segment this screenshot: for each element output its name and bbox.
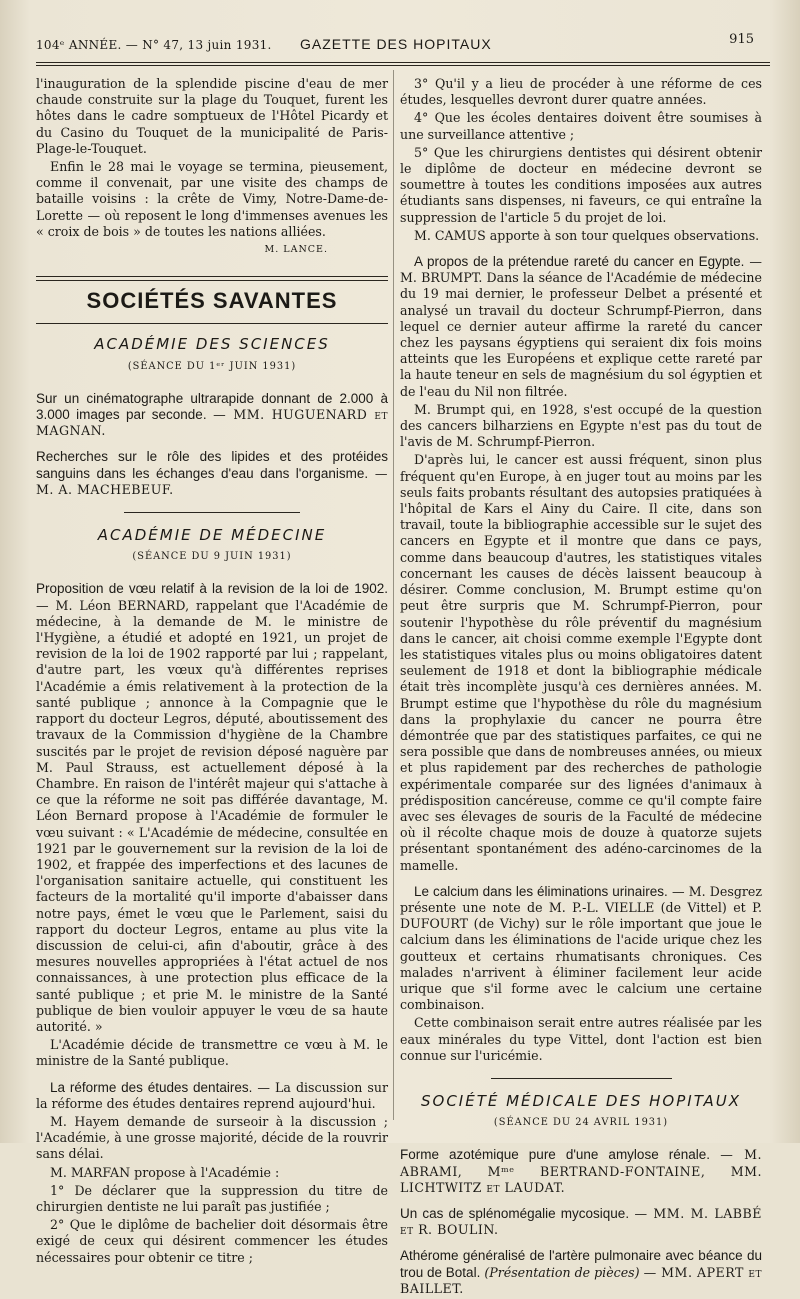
separator-rule — [124, 512, 300, 513]
paragraph: 3° Qu'il y a lieu de procéder à une réforme de ces études, lesquelles devront durer quatre années. — [400, 76, 762, 108]
seance-date: (SÉANCE DU 9 JUIN 1931) — [132, 551, 292, 563]
right-column — [400, 76, 762, 1299]
seance-date: (SÉANCE DU 24 AVRIL 1931) — [493, 1117, 669, 1129]
item-title: Proposition de vœu relatif à la revision de la loi de 1902. — [36, 581, 388, 597]
item-title: La réforme des études dentaires. — [50, 1079, 253, 1095]
left-column — [36, 76, 388, 1268]
item-title: Le calcium dans les éliminations urinaires. — [414, 883, 668, 899]
section-title: SOCIÉTÉS SAVANTES — [86, 288, 338, 314]
paragraph: D'après lui, le cancer est aussi fréquent, sinon plus fréquent qu'en Europe, à en juger tout au moins par les seuls faits probants résultant des autopsies pratiquées à l'hôpital de Kars el Ainy du Caire. Il cite, dans son travail, toute la bibliographie accessible sur le sujet des cancers en Egypte et il montre que dans ce pays, comme dans beaucoup d'autres, les statistiques vitales concernant les causes de décès laissent beaucoup à désirer. Comme conclusion, M. Brumpt estime qu'on peut être surpris que M. Schrumpf-Pierron, pour soutenir l'hypothèse du rôle préventif du magnésium dans le cancer, ait choisi comme exemple l'Egypte dont les statistiques vitales plus ou moins obligatoires datent seulement de 1918 et dont la bibliographie médicale était très incomplète jusqu'à ces dernières années. M. Brumpt estime que l'hypothèse du rôle du magnésium dans la prophylaxie du cancer ne pourra être démontrée que par des statistiques parfaites, ce qui ne sera possible que dans de nombreuses années, ou mieux et plus rapidement par des recherches de pathologie expérimentale comparée sur des lignées d'animaux à prédisposition cancéreuse, comme ce qu'il compte faire avec ses élevages de souris de la Faculté de médecine où il récolte chaque mois de douze à quatorze sujets présentant spontanément des adéno-carcinomes de la mamelle. — [400, 452, 762, 873]
paragraph: L'Académie décide de transmettre ce vœu à M. le ministre de la Santé publique. — [36, 1037, 388, 1069]
newspaper-title: GAZETTE DES HOPITAUX — [300, 36, 492, 52]
academie-medecine-heading: ACADÉMIE DE MÉDECINE — [97, 526, 327, 545]
academie-sciences-heading: ACADÉMIE DES SCIENCES — [94, 335, 330, 354]
intro-paragraph: l'inauguration de la splendide piscine d'eau de mer chaude construite sur la plage du Touquet, furent les hôtes dans le cadre somptueux de l'Hôtel Picardy et du Casino du Touquet de la municipalité de Paris-Plage-le-Touquet. — [36, 76, 388, 156]
article-signature: M. LANCE. — [264, 244, 328, 256]
seance-date: (SÉANCE DU 1ᵉʳ JUIN 1931) — [127, 360, 297, 372]
issue-line: 104ᵉ ANNÉE. — N° 47, 13 juin 1931. — [36, 38, 272, 52]
page-header — [36, 32, 770, 58]
item-title: Un cas de splénomégalie mycosique. — [400, 1206, 630, 1221]
societe-medicale-heading: SOCIÉTÉ MÉDICALE DES HOPITAUX — [420, 1091, 742, 1110]
section-rule — [36, 276, 388, 281]
item-title: Athérome généralisé de l'artère pulmonaire avec béance du trou de Botal. — [400, 1248, 762, 1280]
section-rule-bottom — [36, 323, 388, 324]
paragraph: 5° Que les chirurgiens dentistes qui désirent obtenir le diplôme de docteur en médecine devront se soumettre à toutes les conditions imposées aux autres étudiants sans dispenses, ni faveurs, ce qui entraîne la suppression de l'article 5 du projet de loi. — [400, 144, 762, 225]
item-authors: — M. ABRAMI, Mᵐᵉ BERTRAND-FONTAINE, MM. LICHTWITZ et LAUDAT. — [400, 1147, 762, 1195]
paragraph: Cette combinaison serait entre autres réalisée par les eaux minérales du type Vittel, dont l'action est bien connue sur l'uricémie. — [400, 1015, 762, 1063]
header-rule — [36, 62, 770, 63]
item-authors: — MM. APERT et BAILLET. — [400, 1264, 762, 1296]
item-authors: — M. A. MACHEBEUF. — [36, 465, 388, 497]
page-number: 915 — [729, 32, 754, 47]
header-rule-2 — [36, 65, 770, 66]
column-divider — [393, 70, 394, 1120]
separator-rule — [491, 1078, 672, 1079]
item-title: Sur un cinématographe ultrarapide donnant de 2.000 à 3.000 images par seconde. — [36, 390, 388, 423]
item-body: — M. Desgrez présente une note de M. P.-L. VIELLE (de Vittel) et P. DUFOURT (de Vichy) sur le rôle important que joue le calcium dans les éliminations de l'acide urique chez les goutteux et certains rhumatisants chroniques. Ces malades n'arrivent à éliminer facilement leur acide urique que s'il forme avec le calcium une certaine combinaison. — [400, 883, 762, 1013]
intro-paragraph-2: Enfin le 28 mai le voyage se termina, pieusement, comme il convenait, par une visite des champs de bataille voisins : la crête de Vimy, Notre-Dame-de-Lorette — où reposent le long d'immenses avenues les « croix de bois » de toutes les nations alliées. — [36, 159, 388, 239]
item-title: Forme azotémique pure d'une amylose rénale. — [400, 1147, 710, 1163]
item-body: — La discussion sur la réforme des études dentaires reprend aujourd'hui. — [36, 1079, 388, 1111]
item-authors: — MM. M. LABBÉ et R. BOULIN. — [400, 1206, 762, 1238]
paragraph: M. Hayem demande de surseoir à la discussion ; l'Académie, à une grosse majorité, décide de la rouvrir sans délai. — [36, 1113, 388, 1162]
paragraph: M. MARFAN propose à l'Académie : — [50, 1164, 280, 1180]
item-authors: — MM. HUGUENARD et MAGNAN. — [36, 407, 388, 439]
item-body: — M. BRUMPT. Dans la séance de l'Académie de médecine du 19 mai dernier, le professeur Delbet a présenté et analysé un travail du docteur Schrumpf-Pierron, dans lequel ce dernier auteur affirme la rareté du cancer chez les paysans égyptiens qui seraient dix fois moins atteints que les Européens et explique cette rareté par la haute teneur en sels de magnésium du sol égyptien et de l'eau du Nil non filtrée. — [400, 254, 762, 399]
paragraph: 4° Que les écoles dentaires doivent être soumises à une surveillance attentive ; — [400, 110, 762, 142]
paragraph: M. Brumpt qui, en 1928, s'est occupé de la question des cancers bilharziens en Egypte n'est pas du tout de l'avis de M. Schrumpf-Pierron. — [400, 401, 762, 450]
paragraph: 1° De déclarer que la suppression du titre de chirurgien dentiste ne lui paraît pas justifiée ; — [36, 1182, 388, 1214]
item-note: (Présentation de pièces) — [484, 1264, 640, 1280]
item-title: Recherches sur le rôle des lipides et des protéides sanguins dans les échanges d'eau dans l'organisme. — [36, 449, 388, 481]
paragraph: M. CAMUS apporte à son tour quelques observations. — [414, 227, 760, 243]
paragraph: 2° Que le diplôme de bachelier doit désormais être exigé de ceux qui désirent commencer les études nécessaires pour obtenir ce titre ; — [36, 1217, 388, 1265]
item-body: — M. Léon BERNARD, rappelant que l'Académie de médecine, à la demande de M. le ministre de l'Hygiène, a étudié et adopté en 1921, un projet de revision de la loi de 1902 rapporté par lui ; rappelant, d'autre part, les vœux qu'à différentes reprises l'Académie a émis relativement à la protection de la santé publique ; annonce à la Compagnie que le rapport du docteur Legros, député, aboutissement des travaux de la Commission d'hygiène de la Chambre suscités par le projet de revision déposé naguère par M. Paul Strauss, est actuellement déposé à la Chambre. En raison de l'intérêt majeur qui s'attache à ce que la réforme ne soit pas différée davantage, M. Léon Bernard propose à l'Académie de formuler le vœu suivant : « L'Académie de médecine, consultée en 1921 par le gouvernement sur la revision de la loi de 1902, et frappée des imperfections et des lacunes de l'organisation sanitaire actuelle, qui constituent les facteurs de la mortalité qu'il importe d'abaisser dans notre pays, émet le vœu que le Parlement, saisi du rapport du docteur Legros, entame au plus vite la discussion de celui-ci, afin d'aboutir, grâce à des mesures nouvelles appropriées à l'état actuel de nos connaissances, à une protection plus efficace de la santé publique ; et prie M. le ministre de la Santé publique de bien vouloir appuyer le vœu de sa haute autorité. » — [36, 597, 388, 1034]
item-title: A propos de la prétendue rareté du cancer en Egypte. — [414, 254, 745, 270]
